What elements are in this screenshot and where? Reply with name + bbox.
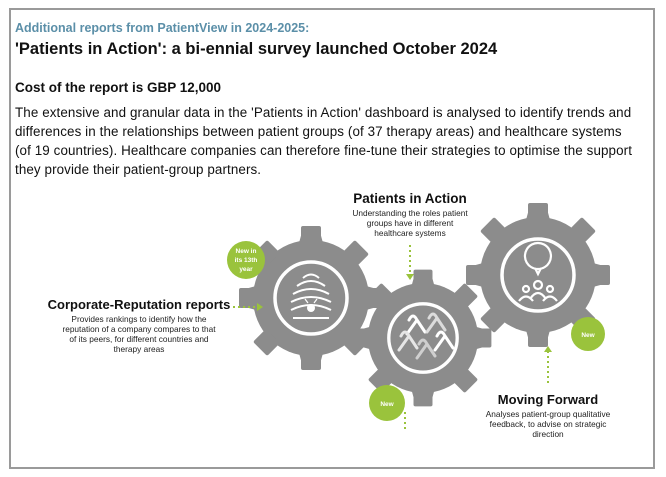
- corporate-reputation-line1: Provides rankings to identify how the: [71, 314, 207, 324]
- patients-in-action-line1: Understanding the roles patient: [352, 208, 468, 218]
- patients-in-action-line3: healthcare systems: [374, 228, 446, 238]
- new-in-13th-year-badge: [227, 241, 265, 279]
- corporate-reputation-line3: of its peers, for different countries and: [69, 334, 209, 344]
- moving-forward-line1: Analyses patient-group qualitative: [485, 409, 611, 419]
- patients-in-action-title: Patients in Action: [353, 191, 467, 206]
- new-badge-center: [369, 385, 405, 421]
- moving-forward-line2: feedback, to advise on strategic: [489, 419, 607, 429]
- svg-text:New in: New in: [235, 248, 257, 255]
- new-badge-right: [571, 317, 605, 351]
- patients-in-action-gear: [355, 270, 492, 407]
- svg-text:New: New: [380, 401, 394, 408]
- svg-text:its 13th: its 13th: [234, 257, 258, 264]
- corporate-reputation-line4: therapy areas: [113, 344, 165, 354]
- moving-forward-line3: direction: [532, 429, 564, 439]
- page-title: 'Patients in Action': a bi-ennial survey launched October 2024: [15, 40, 498, 58]
- report-cost: Cost of the report is GBP 12,000: [15, 80, 222, 95]
- section-kicker: Additional reports from PatientView in 2024-2025:: [15, 21, 310, 35]
- svg-text:year: year: [239, 266, 253, 273]
- patients-in-action-line2: groups have in different: [366, 218, 454, 228]
- svg-text:New: New: [581, 332, 595, 339]
- corporate-reputation-title: Corporate-Reputation reports: [47, 297, 231, 312]
- report-description: The extensive and granular data in the 'Patients in Action' dashboard is analysed to identify trends and differences in the relationships between patient groups (of 37 therapy areas) and healthcare systems (of 19 countries). Healthcare companies can therefore fine-tune their strategies to optimise the support they provide their patient-group partners.: [15, 105, 633, 177]
- moving-forward-title: Moving Forward: [497, 392, 599, 407]
- corporate-reputation-line2: reputation of a company compares to that: [62, 324, 216, 334]
